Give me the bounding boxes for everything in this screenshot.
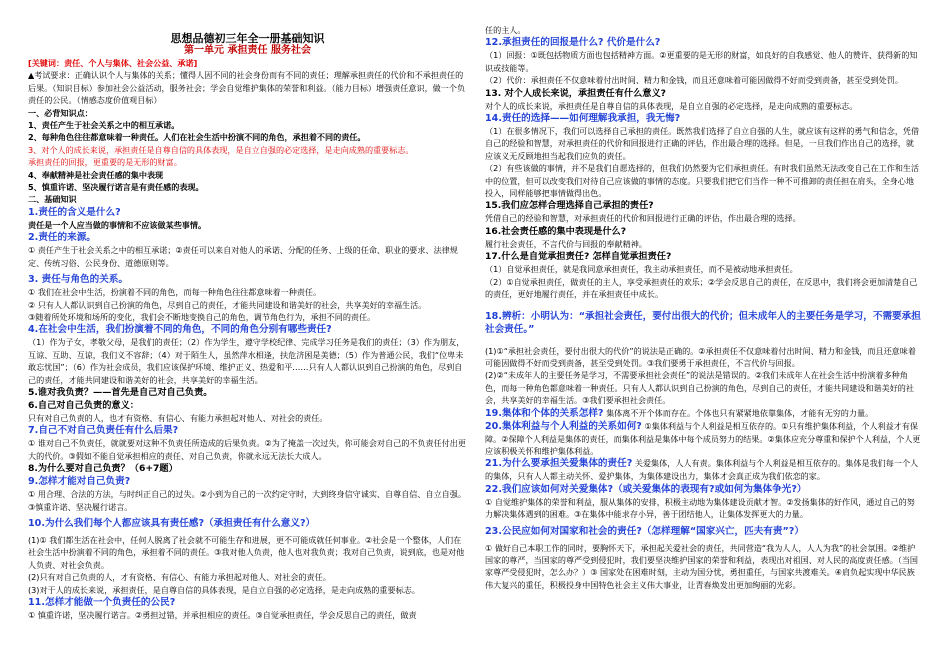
question-heading: 9.怎样才能对自己负责? bbox=[28, 476, 131, 488]
qa-line bbox=[485, 407, 922, 420]
answer-text: 关爱集体，人人有责。集体利益与个人利益是相互依存的。集体是我们每一个人的集体，只有人人都主动关怀、爱护集体，为集体建设出力，集体才会真正成为我们依恋的家。 bbox=[485, 458, 919, 482]
keywords-line: [关键词：责任、个人与集体、社会公益、承诺] bbox=[28, 58, 198, 68]
answer-text: ① 谁对自己不负责任，就就要对这种不负责任所造成的后果负责。②为了掩盖一次过失，你可能会对自己的不负责任付出更大的代价。③假如不能自觉承担相应的责任、对自己负责，你就永远无法长大成人。 bbox=[28, 438, 466, 461]
right-column bbox=[485, 24, 922, 591]
question-heading: 21.为什么要承担关爱集体的责任? bbox=[485, 458, 633, 470]
key-point: 2、每种角色往往都意味着一种责任。人们在社会生活中扮演不同的角色，承担着不同的责任。 bbox=[28, 132, 366, 143]
answer-text: 对个人的成长来说，承担责任是自尊自信的具体表现，是自立自强的必定选择，是走向成熟的重要标志。 bbox=[485, 100, 858, 111]
answer-text: (2)只有对自己负责的人，才有资格、有信心、有能力承担起对他人、对社会的责任。 bbox=[28, 572, 331, 583]
question-heading: 19.集体和个体的关系怎样? bbox=[485, 407, 604, 419]
key-point: 承担责任的回报，更重要的是无形的财富。 bbox=[28, 157, 182, 168]
question-heading: 23.公民应如何对国家和社会的责任?（怎样理解“国家兴亡，匹夫有责”?） bbox=[485, 525, 804, 537]
question-heading: 12.承担责任的回报是什么? 代价是什么? bbox=[485, 37, 661, 49]
answer-text: ① 做好自己本职工作的同时，要胸怀天下，承担起关爱社会的责任，共同营造“我为人人，人人为我”的社会氛围。②维护国家的尊严，当国家的尊严受到侵犯时，我们要坚决维护国家的荣誉和利益，表现出对祖国、对人民的高度责任感。（当国家尊严受侵犯时，怎么办？）③ 国家处在困难时刻，主动为国分忧，勇担重任，与国家共渡难关。④肩负起实现中华民族伟大复兴的重任，积极投身中国特色社会主义伟大事业，让青春焕发出更加绚丽的光彩。 bbox=[485, 542, 919, 590]
key-point: 4、奉献精神是社会责任感的集中表现 bbox=[28, 169, 164, 180]
question-heading: 17.什么是自觉承担责任? 怎样自觉承担责任? bbox=[485, 251, 672, 263]
answer-text: 只有对自己负责的人，也才有资格、有信心、有能力承担起对他人、对社会的责任。 bbox=[28, 412, 328, 423]
key-point: 1、责任产生于社会关系之中的相互承诺。 bbox=[28, 120, 180, 131]
section-heading: 二、基础知识 bbox=[28, 194, 77, 205]
answer-text: (2)②“未成年人的主要任务是学习，不需要承担社会责任”的说法是错误的。②我们未成年人在社会生活中扮演着多种角色，而每一种角色都意味着一种责任。只有人人都认识到自己扮演的角色，尽到自己的责任，才能共同建设和谐美好的社会，共享美好的幸福生活。③我们要承担社会责任。 bbox=[485, 370, 914, 406]
answer-text: （1）作为子女，孝敬父母，是我们的责任；（2）作为学生，遵守学校纪律、完成学习任务是我们的责任；（3）作为朋友，互谅、互助、互谅，我们义不容辞；（4）对于陌生人，虽然萍水相逢，扶危济困是美德；（5）作为普通公民，我们“位卑未敢忘忧国”；（6）作为社会成员，我们应该保护环境、维护正义、热爱和平……只有人人都认识到自己扮演的角色，尽到自己的责任，才能共同建设和谐美好的社会，共享美好的幸福生活。 bbox=[28, 337, 465, 385]
answer-text: (3)对于人的成长来说，承担责任，是自尊自信的具体表现，是自立自强的必定选择，是走向成熟的重要标志。 bbox=[28, 584, 420, 595]
question-heading: 20.集体利益与个人利益的关系如何? bbox=[485, 420, 642, 432]
answer-text: ① 责任产生于社会关系之中的相互承诺；②责任可以来自对他人的承诺、分配的任务、上级的任命、职业的要求、法律规定、传统习俗、公民身份、道德原则等。 bbox=[28, 245, 458, 268]
answer-text: ① 慎重许诺，坚决履行诺言。②勇担过错，并承担相应的责任。③自觉承担责任，学会反思自己的责任，做责 bbox=[28, 610, 417, 620]
qa-line bbox=[485, 457, 922, 482]
question-heading: 16.社会责任感的集中表现是什么? bbox=[485, 225, 627, 237]
answer-text: 履行社会责任，不言代价与回报的奉献精神。 bbox=[485, 238, 647, 249]
question-heading: 8.为什么要对自己负责？（6+7题） bbox=[28, 463, 178, 475]
answer-text: （1）自觉承担责任，就是我同意承担责任，我主动承担责任，而不是被动地承担责任。 bbox=[485, 264, 798, 275]
answer-text: ① 自觉维护集体的荣誉和利益，服从集体的安排，积极主动地为集体建设贡献才智。②发扬集体的好作风，通过自己的努力解决集体遇到的困难。③在集体中能求存小异，善于团结他人，让集体发挥更大的力量。 bbox=[485, 496, 915, 520]
question-heading: 4.在社会中生活，我们扮演着不同的角色，不同的角色分别有哪些责任? bbox=[28, 324, 332, 336]
question-heading: 7.自己不对自己负责任有什么后果? bbox=[28, 425, 179, 437]
answer-text: ② 只有人人都认识到自己扮演的角色，尽到自己的责任，才能共同建设和谐美好的社会，共享美好的幸福生活。 bbox=[28, 299, 427, 310]
answer-text: （1）回报：①既包括物质方面也包括精神方面。②更重要的是无形的财富，如良好的自我感觉、他人的赞许、获得新的知识或技能等。 bbox=[485, 50, 918, 73]
document-title: 思想品德初三年全一册基础知识 bbox=[170, 32, 325, 45]
unit-title: 第一单元 承担责任 服务社会 bbox=[184, 45, 311, 56]
answer-text: （2）代价：承担责任不仅意味着付出时间、精力和金钱，而且还意味着可能因做得不好而受到责备，甚至受到处罚。 bbox=[485, 75, 903, 86]
answer-text: ①集体利益与个人利益是相互依存的。①只有维护集体利益，个人利益才有保障。②保障个人利益是集体的责任，而集体利益是集体中每个成员努力的结果。②集体应充分尊重和保护个人利益，个人更应该积极关怀和维护集体利益。 bbox=[485, 420, 921, 456]
answer-text: （2）①自觉承担责任，做责任的主人，享受承担责任的欢乐；②学会反思自己的责任，在反思中，我们将会更加清楚自己的责任，更好地履行责任，并在承担责任中成长。 bbox=[485, 276, 918, 300]
question-heading: 13. 对个人成长来说，承担责任有什么意义? bbox=[485, 87, 666, 99]
answer-text: 责任是一个人应当做的事情和不应该做某些事情。 bbox=[28, 219, 207, 230]
answer-text: (1)① 我们都生活在社会中，任何人脱离了社会就不可能生存和进展，更不可能成就任何事业。②社会是一个整体，人们在社会生活中扮演着不同的角色，承担着不同的责任。③我对他人负责，他人也对我负责；我对自己负责，说到底，也是对他人负责、对社会负责。 bbox=[28, 534, 465, 570]
question-heading: 18.辨析：小明认为：“承担社会责任，要付出很大的代价；但未成年人的主要任务是学习，不需要承担社会责任。” bbox=[485, 310, 921, 335]
answer-text: 集体离不开个体而存在。个体也只有紧紧地依靠集体，才能有无穷的力量。 bbox=[606, 407, 874, 418]
question-heading: 14.责任的选择——如何理解我承担，我无悔? bbox=[485, 113, 681, 125]
question-heading: 6.自己对自己负责的意义： bbox=[28, 399, 139, 411]
question-heading: 1.责任的含义是什么? bbox=[28, 206, 121, 218]
answer-text: ③随着所处环境和场所的变化，我们会不断地变换自己的角色，调节角色行为，承担不同的责任。 bbox=[28, 311, 376, 322]
answer-text: （2）有些该做的事情，并不是我们自愿选择的，但我们仍然要为它们承担责任。有时我们虽然无法改变自己在工作和生活中的位置，但可以改变我们对待自己应该做的事情的态度。只要我们把它们当作一种不可推卸的责任担在肩头，全身心地投入，同样能够把事情做得出色。 bbox=[485, 163, 920, 199]
answer-text: （1）在很多情况下，我们可以选择自己承担的责任。既然我们选择了自立自强的人生，就应该有这样的勇气和信念，凭借自己的经验和智慧，对承担责任的代价和回报进行正确的评估，作出最合理的选择。但是，一旦我们作出自己的选择，就应该义无反顾地担当起我们应负的责任。 bbox=[485, 126, 920, 161]
question-heading: 5.谁对我负责？——首先是自己对自己负责。 bbox=[28, 386, 213, 398]
left-column bbox=[28, 32, 467, 621]
question-heading: 3. 责任与角色的关系。 bbox=[28, 274, 129, 286]
answer-text: (1)①“承担社会责任，要付出很大的代价”的说法是正确的。②承担责任不仅意味着付出时间、精力和金钱，而且还意味着可能因做得不好而受到责备，甚至受到处罚。③我们要勇于承担责任，不言代价与回报。 bbox=[485, 345, 916, 368]
key-point: 3、对个人的成长来说，承担责任是自尊自信的具体表现，是自立自强的必定选择，是走向成熟的重要标志。 bbox=[28, 144, 414, 155]
question-heading: 22.我们应该如何对关爱集体?（或关爱集体的表现有?或如何为集体争光?） bbox=[485, 483, 807, 495]
question-heading: 10.为什么我们每个人都应该具有责任感?（承担责任有什么意义?） bbox=[28, 517, 316, 529]
answer-text: ① 用合理、合法的方法，与时纠正自己的过失。②小到为自己的一次约定守时，大到终身信守诚实、自尊自信、自立自强。③慎重许诺、坚决履行诺言。 bbox=[28, 489, 466, 512]
exam-requirements: ▲考试要求：正确认识个人与集体的关系；懂得人因不同的社会身份而有不同的责任；理解承担责任的代价和不承担责任的后果。（知识目标）参加社会公益活动，服务社会；学会自觉维护集体的荣誉和利益。（能力目标）增强责任意识，做一个负责任的公民。（情感态度价值观目标） bbox=[28, 70, 466, 106]
answer-text: 凭借自己的经验和智慧，对承担责任的代价和回报进行正确的评估，作出最合理的选择。 bbox=[485, 213, 801, 224]
answer-text: ① 我们在社会中生活，扮演着不同的角色，而每一种角色往往都意味着一种责任。 bbox=[28, 287, 322, 298]
qa-line bbox=[485, 420, 922, 458]
key-point: 5、慎重许诺、坚决履行诺言是有责任感的表现。 bbox=[28, 182, 204, 193]
continued-text: 任的主人。 bbox=[485, 25, 526, 35]
question-heading: 11.怎样才能做一个负责任的公民? bbox=[28, 597, 176, 608]
question-heading: 2.责任的来源。 bbox=[28, 232, 96, 244]
section-heading: 一、必背知识点： bbox=[28, 107, 93, 118]
question-heading: 15.我们应怎样合理选择自己承担的责任? bbox=[485, 200, 654, 212]
